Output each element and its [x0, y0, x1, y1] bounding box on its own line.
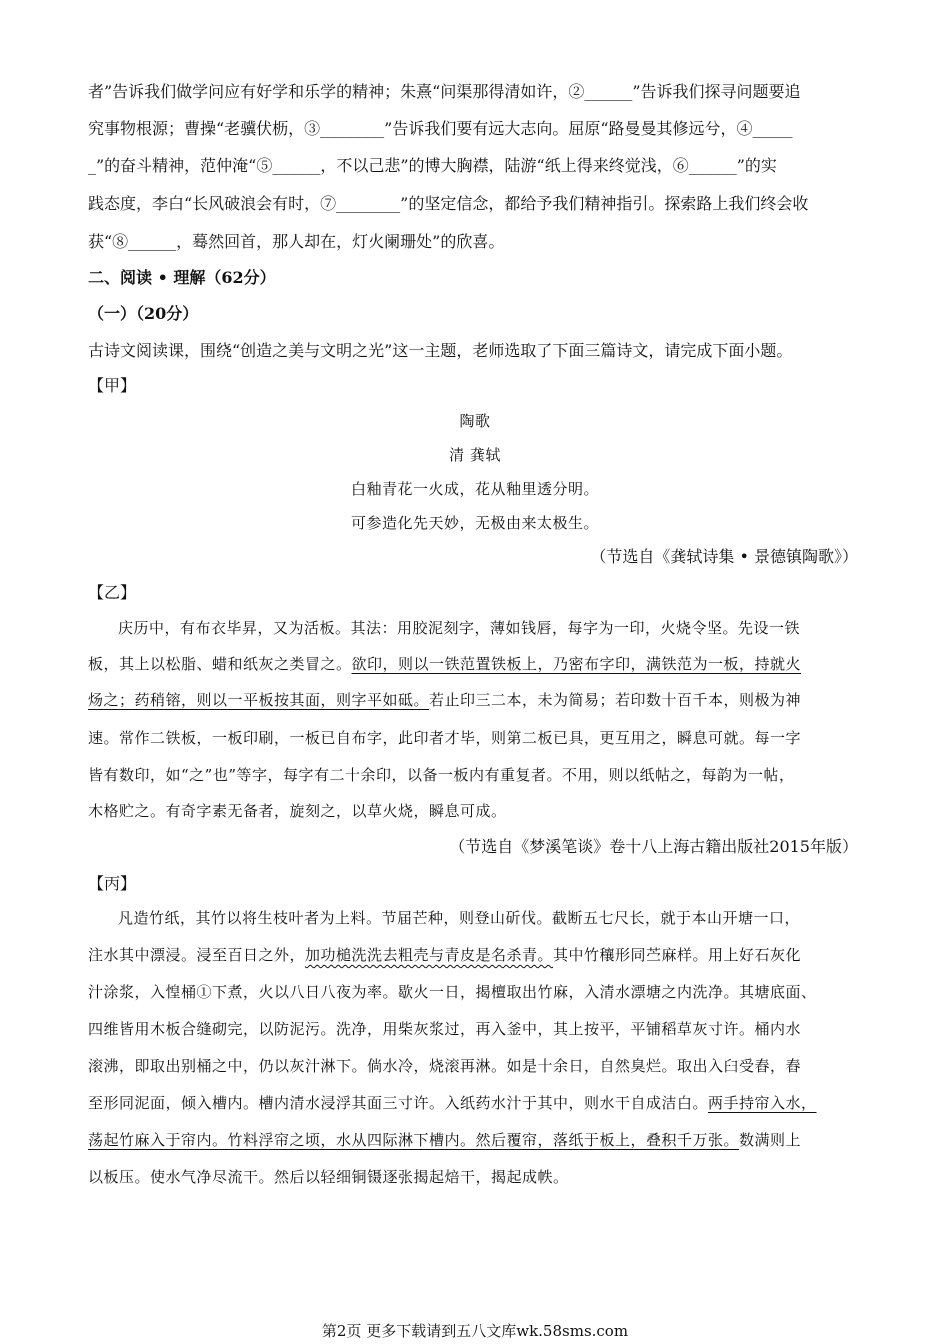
bing-line-6 [88, 1091, 817, 1115]
intro-line-1: 者”告诉我们做学问应有好学和乐学的精神；朱熹“问渠那得清如许，②______”告诉我们探寻问题要追 [88, 82, 801, 101]
yi-line-2-text: 板，其上以松脂、蜡和纸灰之类冒之。 [88, 655, 352, 673]
yi-line-3-text: 若止印三二本，未为简易；若印数十百千本，则极为神 [429, 691, 802, 709]
yi-line-2 [88, 652, 801, 676]
yi-source: （节选自《梦溪笔谈》卷十八上海古籍出版社2015年版） [449, 837, 858, 856]
poem-author: 清 龚轼 [449, 446, 501, 464]
intro-line-5: 获“⑧______，蓦然回首，那人却在，灯火阑珊处”的欣喜。 [88, 232, 505, 251]
yi-line-4: 速。常作二铁板，一板印刷，一板已自布字，此印者才毕，则第二板已具，更互用之，瞬息可就。每一字 [88, 729, 802, 747]
bing-underlined-sentence-2: 荡起竹麻入于帘内。竹料浮帘之顷，水从四际淋下槽内。然后覆帘，落纸于板上，叠积千万张。 [88, 1131, 740, 1149]
section-heading: 二、阅读 • 理解（62分） [88, 268, 276, 287]
bing-line-3: 汁涂浆，入惶桶①下煮，火以八日八夜为率。歇火一日，揭檀取出竹麻，入清水漂塘之内洗净。其塘底面、 [88, 983, 817, 1001]
poem-verse-1: 白釉青花一火成，花从釉里透分明。 [350, 480, 599, 498]
instruction-text: 古诗文阅读课，围绕“创造之美与文明之光”这一主题，老师选取了下面三篇诗文，请完成下面小题。 [88, 341, 793, 360]
part-heading: （一）（20分） [88, 304, 199, 323]
yi-underlined-sentence-2: 炀之；药稍镕，则以一平板按其面，则字平如砥。 [88, 691, 430, 709]
jia-label: 【甲】 [88, 376, 137, 395]
bing-line-2-text-a: 注水其中漂浸。浸至百日之外， [88, 946, 306, 964]
bing-wavy-phrase: 加功槌洗洗去粗壳与青皮是名杀青。 [305, 946, 554, 964]
yi-line-6: 木格贮之。有奇字素无备者，旋刻之，以草火烧，瞬息可成。 [88, 802, 507, 820]
page-footer: 第2页 更多下载请到五八文库wk.58sms.com [321, 1322, 629, 1340]
bing-line-5: 滚沸，即取出别桶之中，仍以灰汁淋下。倘水冷，烧滚再淋。如是十余日，自然臭烂。取出入臼受舂，舂 [88, 1057, 802, 1075]
bing-line-2-text-c: 其中竹穰形同苎麻样。用上好石灰化 [553, 946, 802, 964]
jia-source: （节选自《龚轼诗集 • 景德镇陶歌》） [590, 547, 858, 566]
poem-verse-2: 可参造化先天妙，无极由来太极生。 [350, 514, 599, 532]
intro-line-3: _”的奋斗精神，范仲淹“⑤______，不以己悲”的博大胸襟，陆游“纸上得来终觉浅，⑥______”的实 [88, 156, 777, 175]
poem-title: 陶歌 [459, 412, 491, 430]
yi-line-3 [88, 688, 801, 712]
bing-line-2 [88, 943, 801, 967]
yi-line-5: 皆有数印，如“之”也”等字，每字有二十余印，以备一板内有重复者。不用，则以纸帖之，每韵为一帖， [88, 766, 795, 784]
intro-line-4: 践态度，李白“长风破浪会有时，⑦________”的坚定信念，都给予我们精神指引。探索路上我们终会收 [88, 194, 809, 213]
bing-line-6-text: 至形同泥面，倾入槽内。槽内清水浸浮其面三寸许。入纸药水汁于其中，则水干自成洁白。 [88, 1094, 709, 1112]
yi-line-1: 庆历中，有布衣毕昇，又为活板。其法：用胶泥刻字，薄如钱唇，每字为一印，火烧令坚。先设一铁 [118, 619, 801, 637]
bing-line-4: 四维皆用木板合缝砌完，以防泥污。洗净，用柴灰浆过，再入釜中，其上按平，平铺稻草灰寸许。桶内水 [88, 1020, 802, 1038]
bing-line-7 [88, 1128, 801, 1152]
yi-underlined-sentence-1: 欲印，则以一铁范置铁板上，乃密布字印，满铁范为一板，持就火 [351, 655, 802, 673]
bing-underlined-sentence-1: 两手持帘入水， [708, 1094, 817, 1112]
bing-line-1: 凡造竹纸，其竹以将生枝叶者为上料。节届芒种，则登山斫伐。截断五七尺长，就于本山开塘一口， [118, 909, 801, 927]
bing-label: 【丙】 [88, 874, 137, 893]
yi-label: 【乙】 [88, 583, 137, 602]
bing-line-8: 以板压。使水气净尽流干。然后以轻细铜镊逐张揭起焙干，揭起成帙。 [88, 1168, 569, 1186]
bing-line-7-text: 数满则上 [739, 1131, 802, 1149]
intro-line-2: 究事物根源；曹操“老骥伏枥，③________”告诉我们要有远大志向。屈原“路曼曼其修远兮，④_____ [88, 119, 793, 138]
